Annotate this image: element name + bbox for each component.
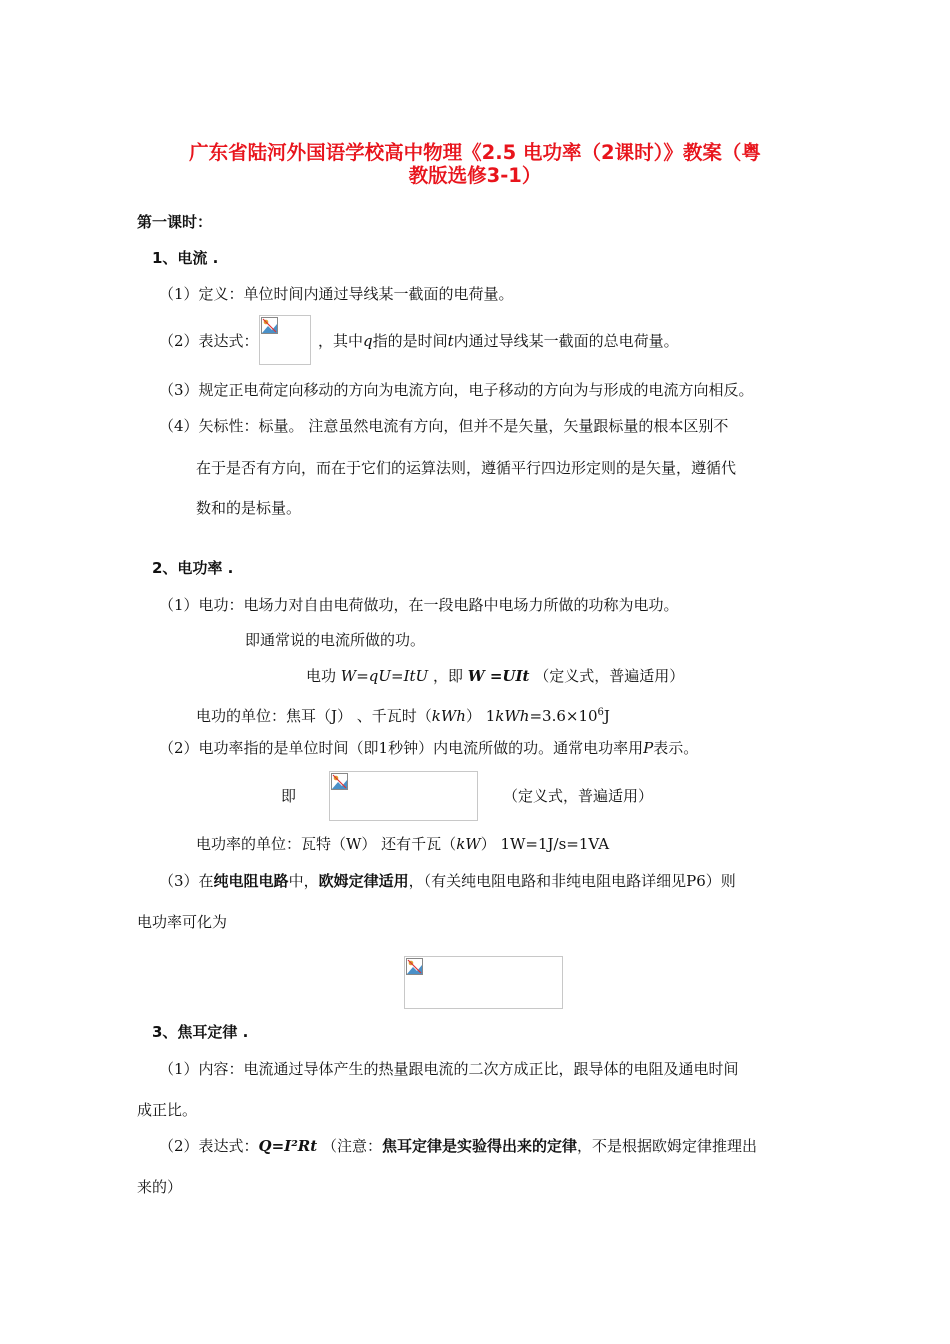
joule-content-2: 成正比。 [137, 1101, 198, 1119]
power-ji-label: 即 [281, 787, 297, 805]
electric-work-definition: （1）电功：电场力对自由电荷做功，在一段电路中电场力所做的功称为电功。 [159, 596, 679, 614]
section-heading-current: 1、电流 . [152, 249, 219, 267]
current-scalar-note-2: 在于是否有方向，而在于它们的运算法则，遵循平行四边形定则的是矢量，遵循代 [196, 459, 737, 477]
current-expression-line [159, 331, 259, 351]
section-heading-power: 2、电功率 . [152, 559, 234, 577]
section-heading-joule: 3、焦耳定律 . [152, 1023, 249, 1041]
document-title-line2: 教版选修3-1） [408, 164, 542, 187]
broken-image-icon [331, 773, 348, 790]
joule-expression-line2: 来的） [137, 1178, 183, 1196]
power-formula-image [329, 771, 478, 821]
broken-image-icon [406, 958, 423, 975]
current-direction-rule: （3）规定正电荷定向移动的方向为电流方向，电子移动的方向为与形成的电流方向相反。 [159, 381, 754, 399]
pure-resistance-line1: （3）在纯电阻电路中，欧姆定律适用，（有关纯电阻电路和非纯电阻电路详细见P6）则 [159, 872, 736, 890]
broken-image-icon [261, 317, 278, 334]
current-scalar-note-3: 数和的是标量。 [196, 499, 302, 517]
power-definition-note: （定义式，普遍适用） [503, 787, 654, 805]
pure-resistance-formula-image [404, 956, 563, 1009]
lesson-label: 第一课时： [137, 213, 213, 231]
joule-content-1: （1）内容：电流通过导体产生的热量跟电流的二次方成正比，跟导体的电阻及通电时间 [159, 1060, 739, 1078]
expression-label: （2）表达式： [159, 332, 259, 350]
current-expression-desc: ，其中q指的是时间t内通过导线某一截面的总电荷量。 [318, 332, 679, 350]
current-formula-image [259, 315, 311, 365]
document-title-line1: 广东省陆河外国语学校高中物理《2.5 电功率（2课时）》教案（粤 [189, 141, 761, 164]
current-definition: （1）定义：单位时间内通过导线某一截面的电荷量。 [159, 285, 514, 303]
power-units: 电功率的单位：瓦特（W） 还有千瓦（kW） 1W=1J/s=1VA [196, 835, 610, 853]
electric-work-units: 电功的单位：焦耳（J） 、千瓦时（kWh） $1kWh=3.6\times 10^6J$ [196, 707, 610, 725]
electric-work-note: 即通常说的电流所做的功。 [245, 631, 426, 649]
pure-resistance-line2: 电功率可化为 [137, 913, 228, 931]
electric-work-equation: 电功 W=qU=ItU ，即 W =UIt （定义式，普遍适用） [306, 667, 685, 685]
joule-expression-line1: （2）表达式：Q=I²Rt （注意：焦耳定律是实验得出来的定律，不是根据欧姆定律推理出 [159, 1137, 757, 1155]
power-definition: （2）电功率指的是单位时间（即1秒钟）内电流所做的功。通常电功率用P表示。 [159, 739, 699, 757]
current-scalar-note-1: （4）矢标性：标量。 注意虽然电流有方向，但并不是矢量，矢量跟标量的根本区别不 [159, 417, 729, 435]
